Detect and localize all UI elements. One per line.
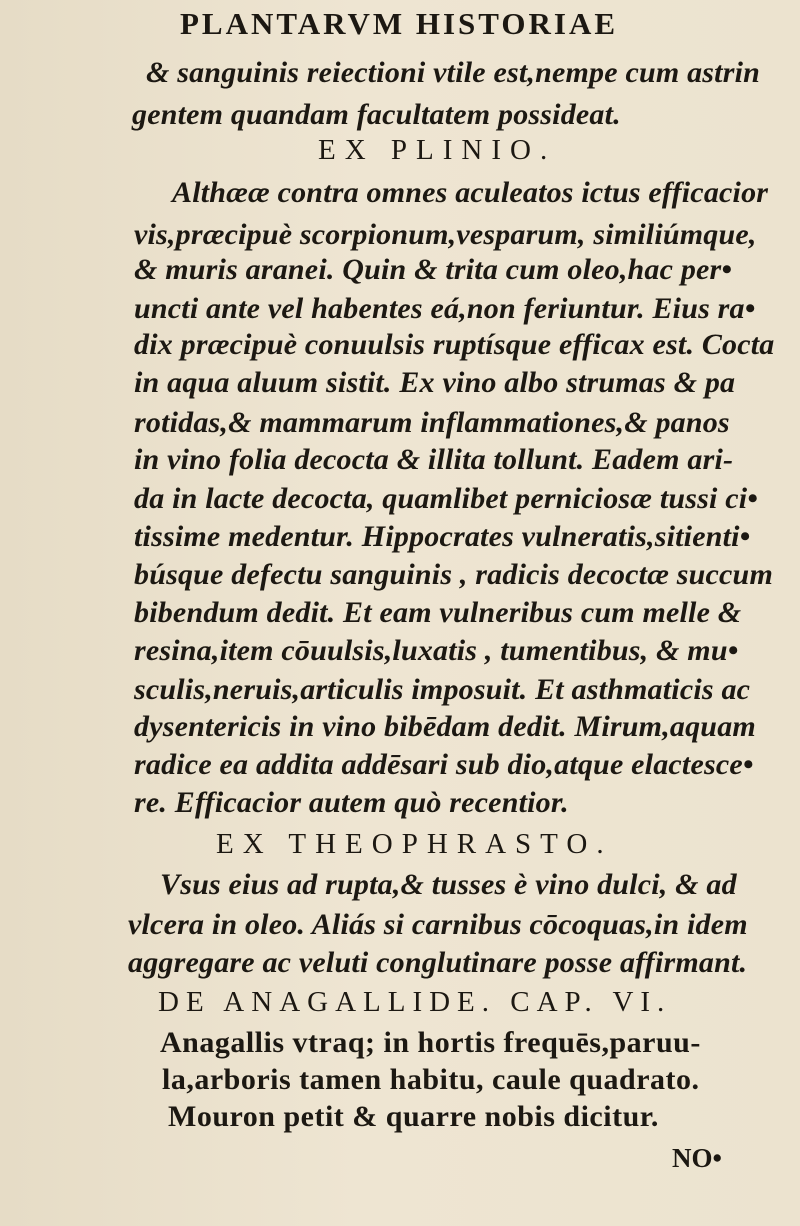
text-line: búsque defectu sanguinis , radicis decoctæ succum xyxy=(134,558,773,591)
text-line: resina,item cōuulsis,luxatis , tumentibus, & mu• xyxy=(134,634,739,667)
text-line: uncti ante vel habentes eá,non feriuntur. Eius ra• xyxy=(134,292,756,325)
text-line: la,arboris tamen habitu, caule quadrato. xyxy=(162,1063,700,1096)
text-line: sculis,neruis,articulis imposuit. Et asthmaticis ac xyxy=(134,673,751,706)
chapter-heading: DE ANAGALLIDE. CAP. VI. xyxy=(158,986,672,1018)
section-heading-theophrasto: EX THEOPHRASTO. xyxy=(216,828,613,860)
text-line: bibendum dedit. Et eam vulneribus cum melle & xyxy=(134,596,742,629)
text-line: dysentericis in vino bibēdam dedit. Mirum,aquam xyxy=(134,710,756,743)
text-line: radice ea addita addēsari sub dio,atque elactesce• xyxy=(134,748,754,781)
text-line: vlcera in oleo. Aliás si carnibus cōcoquas,in idem xyxy=(128,908,748,941)
text-line: Anagallis vtraq; in hortis frequēs,paruu- xyxy=(160,1026,701,1059)
catchword: NO• xyxy=(672,1143,722,1173)
text-line: dix præcipuè conuulsis ruptísque efficax est. Cocta xyxy=(134,328,775,361)
text-line: vis,præcipuè scorpionum,vesparum, similiúmque, xyxy=(134,218,757,251)
text-line: re. Efficacior autem quò recentior. xyxy=(134,786,569,819)
text-line: rotidas,& mammarum inflammationes,& panos xyxy=(134,406,730,439)
text-line: & muris aranei. Quin & trita cum oleo,hac per• xyxy=(134,253,733,286)
running-head: PLANTARVM HISTORIAE xyxy=(180,6,619,41)
text-line: Althææ contra omnes aculeatos ictus efficacior xyxy=(172,176,769,209)
text-line: aggregare ac veluti conglutinare posse affirmant. xyxy=(128,946,748,979)
text-line: gentem quandam facultatem possideat. xyxy=(132,98,621,131)
section-heading-plinio: EX PLINIO. xyxy=(318,134,557,166)
text-line: in vino folia decocta & illita tollunt. Eadem ari- xyxy=(134,443,734,476)
text-line: in aqua aluum sistit. Ex vino albo strumas & pa xyxy=(134,366,736,399)
text-line: Mouron petit & quarre nobis dicitur. xyxy=(168,1100,659,1133)
text-line: & sanguinis reiectioni vtile est,nempe cum astrin xyxy=(146,56,761,89)
text-line: da in lacte decocta, quamlibet perniciosæ tussi ci• xyxy=(134,482,758,515)
text-line: Vsus eius ad rupta,& tusses è vino dulci, & ad xyxy=(160,868,737,901)
text-line: tissime medentur. Hippocrates vulneratis,sitienti• xyxy=(134,520,751,553)
